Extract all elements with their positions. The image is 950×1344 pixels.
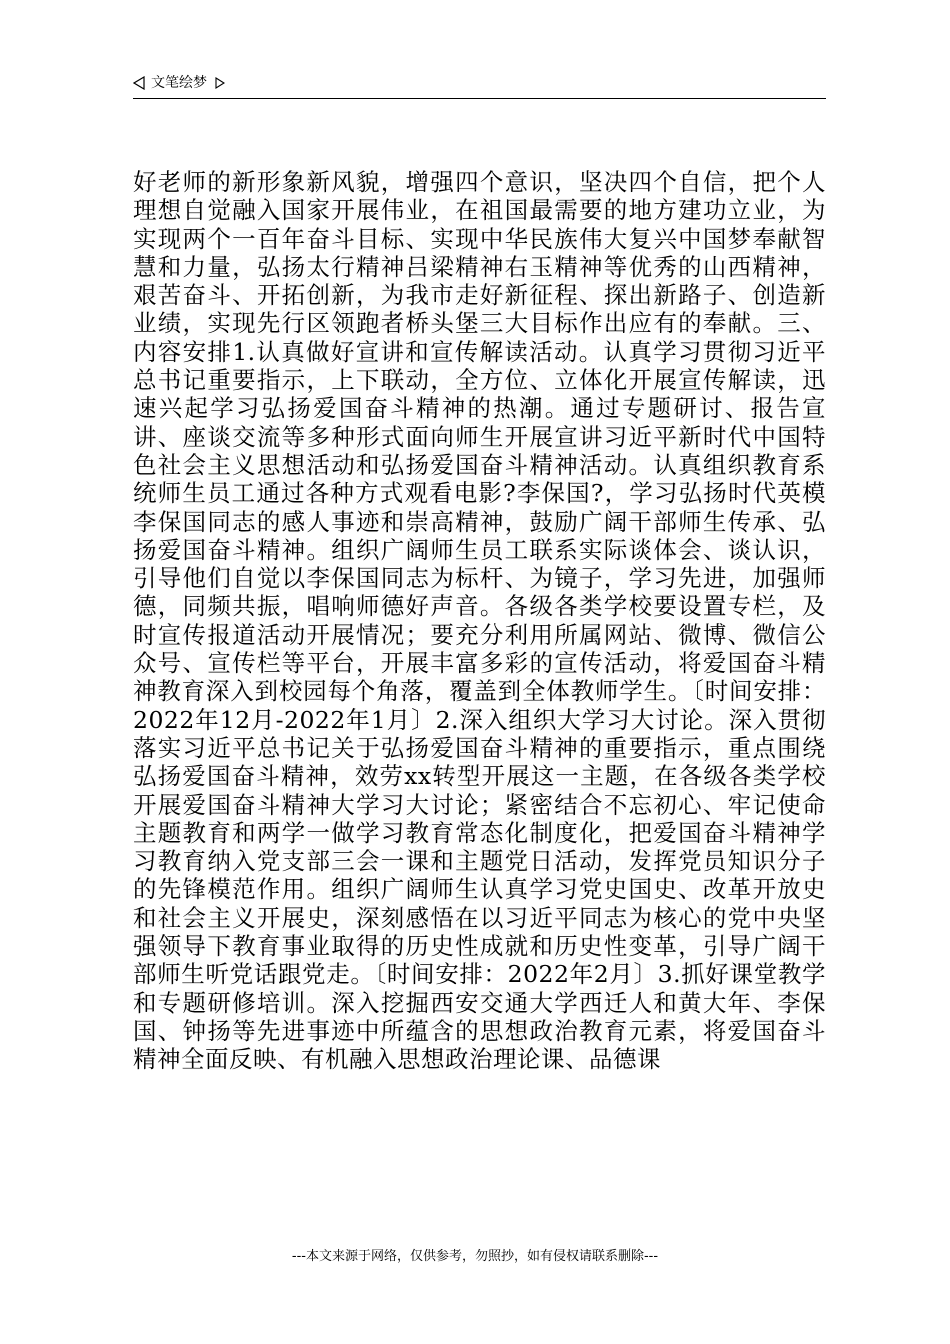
header-brand: [133, 72, 225, 94]
body-paragraph: 好老师的新形象新风貌，增强四个意识，坚决四个自信，把个人理想自觉融入国家开展伟业，在祖国最需要的地方建功立业，为实现两个一百年奋斗目标、实现中华民族伟大复兴中国梦奉献智慧和力量，弘扬太行精神吕梁精神右玉精神等优秀的山西精神，艰苦奋斗、开拓创新，为我市走好新征程、探出新路子、创造新业绩，实现先行区领跑者桥头堡三大目标作出应有的奉献。三、内容安排1.认真做好宣讲和宣传解读活动。认真学习贯彻习近平总书记重要指示，上下联动，全方位、立体化开展宣传解读，迅速兴起学习弘扬爱国奋斗精神的热潮。通过专题研讨、报告宣讲、座谈交流等多种形式面向师生开展宣讲习近平新时代中国特色社会主义思想活动和弘扬爱国奋斗精神活动。认真组织教育系统师生员工通过各种方式观看电影?李保国?，学习弘扬时代英模李保国同志的感人事迹和崇高精神，鼓励广阔干部师生传承、弘扬爱国奋斗精神。组织广阔师生员工联系实际谈体会、谈认识，引导他们自觉以李保国同志为标杆、为镜子，学习先进，加强师德，同频共振，唱响师德好声音。各级各类学校要设置专栏，及时宣传报道活动开展情况；要充分利用所属网站、微博、微信公众号、宣传栏等平台，开展丰富多彩的宣传活动，将爱国奋斗精神教育深入到校园每个角落，覆盖到全体教师学生。〔时间安排：2022年12月-2022年1月〕2.深入组织大学习大讨论。深入贯彻落实习近平总书记关于弘扬爱国奋斗精神的重要指示，重点围绕弘扬爱国奋斗精神，效劳xx转型开展这一主题，在各级各类学校开展爱国奋斗精神大学习大讨论；紧密结合不忘初心、牢记使命主题教育和两学一做学习教育常态化制度化，把爱国奋斗精神学习教育纳入党支部三会一课和主题党日活动，发挥党员知识分子的先锋模范作用。组织广阔师生认真学习党史国史、改革开放史和社会主义开展史，深刻感悟在以习近平同志为核心的党中央坚强领导下教育事业取得的历史性成就和历史性变革，引导广阔干部师生听党话跟党走。〔时间安排：2022年2月〕3.抓好课堂教学和专题研修培训。深入挖掘西安交通大学西迁人和黄大年、李保国、钟扬等先进事迹中所蕴含的思想政治教育元素，将爱国奋斗精神全面反映、有机融入思想政治理论课、品德课: [133, 168, 826, 1074]
document-body: [133, 168, 826, 1074]
header-title: 文笔绘梦: [151, 75, 207, 91]
triangle-right-outline-icon: [215, 77, 225, 89]
triangle-left-outline-icon: [133, 76, 145, 90]
page-header: [133, 72, 826, 99]
footer-disclaimer: ---本文来源于网络，仅供参考，勿照抄，如有侵权请联系删除---: [291, 1249, 659, 1264]
